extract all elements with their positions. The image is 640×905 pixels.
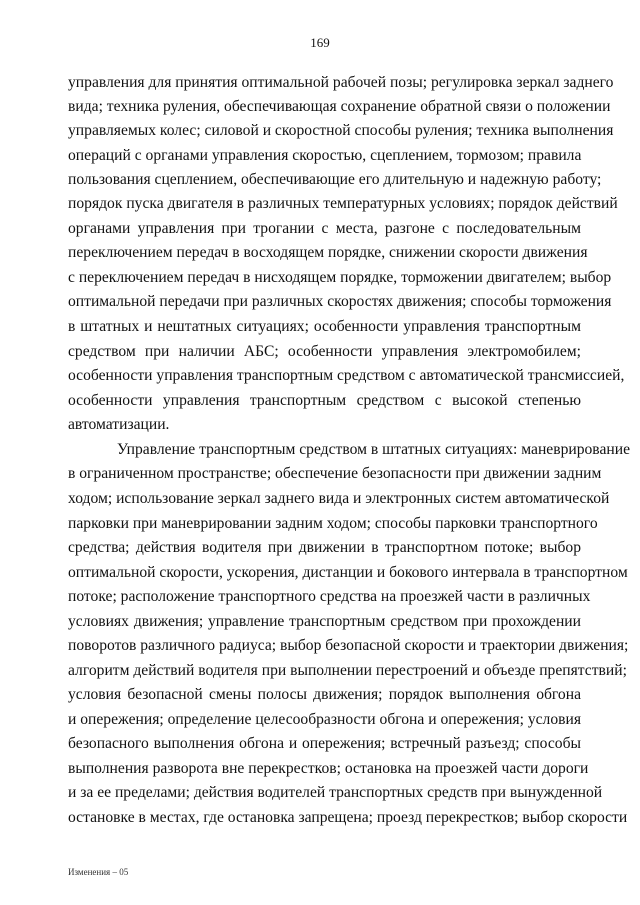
text-line: с переключением передач в нисходящем порядке, торможении двигателем; выбор: [68, 269, 612, 286]
text-line: особенности управления транспортным средством с высокой степенью: [68, 392, 581, 409]
text-line: вида; техника руления, обеспечивающая сохранение обратной связи о положении: [68, 98, 611, 115]
text-line: остановке в местах, где остановка запрещена; проезд перекрестков; выбор скорости: [68, 809, 628, 826]
text-line: пользования сцеплением, обеспечивающие его длительную и надежную работу;: [68, 171, 602, 188]
text-line: и за ее пределами; действия водителей транспортных средств при вынужденной: [68, 784, 603, 801]
text-line: управляемых колес; силовой и скоростной способы руления; техника выполнения: [68, 122, 614, 139]
text-line: условия безопасной смены полосы движения; порядок выполнения обгона: [68, 686, 581, 703]
text-line: алгоритм действий водителя при выполнении перестроений и объезде препятствий;: [68, 662, 627, 679]
text-line: и опережения; определение целесообразности обгона и опережения; условия: [68, 711, 582, 728]
text-line: переключением передач в восходящем порядке, снижении скорости движения: [68, 244, 588, 261]
text-line: операций с органами управления скоростью, сцеплением, тормозом; правила: [68, 147, 582, 164]
page-number: 169: [310, 35, 330, 50]
text-line: условиях движения; управление транспортным средством при прохождении: [68, 613, 581, 630]
text-line: оптимальной скорости, ускорения, дистанции и бокового интервала в транспортном: [68, 564, 628, 581]
text-line: ходом; использование зеркал заднего вида и электронных систем автоматической: [68, 490, 610, 507]
text-line: автоматизации.: [68, 416, 170, 433]
text-line: поворотов различного радиуса; выбор безопасной скорости и траектории движения;: [68, 637, 629, 654]
paragraph-first-line: Управление транспортным средством в штатных ситуациях: маневрирование: [117, 441, 630, 458]
text-line: средством при наличии АБС; особенности управления электромобилем;: [68, 343, 581, 360]
text-line: в ограниченном пространстве; обеспечение безопасности при движении задним: [68, 465, 602, 482]
text-line: средства; действия водителя при движении в транспортном потоке; выбор: [68, 539, 581, 556]
footer-revision-note: Изменения – 05: [68, 867, 129, 877]
text-line: оптимальной передачи при различных скоростях движения; способы торможения: [68, 293, 612, 310]
text-line: выполнения разворота вне перекрестков; остановка на проезжей части дороги: [68, 760, 589, 777]
text-line: органами управления при трогании с места, разгоне с последовательным: [68, 220, 581, 237]
text-line: безопасного выполнения обгона и опережения; встречный разъезд; способы: [68, 735, 581, 752]
text-line: порядок пуска двигателя в различных температурных условиях; порядок действий: [68, 195, 618, 212]
text-line: в штатных и нештатных ситуациях; особенности управления транспортным: [68, 318, 581, 335]
text-line: парковки при маневрировании задним ходом; способы парковки транспортного: [68, 515, 598, 532]
text-line: особенности управления транспортным средством с автоматической трансмиссией,: [68, 367, 625, 384]
text-line: потоке; расположение транспортного средства на проезжей части в различных: [68, 588, 591, 605]
text-line: управления для принятия оптимальной рабочей позы; регулировка зеркал заднего: [68, 74, 614, 91]
